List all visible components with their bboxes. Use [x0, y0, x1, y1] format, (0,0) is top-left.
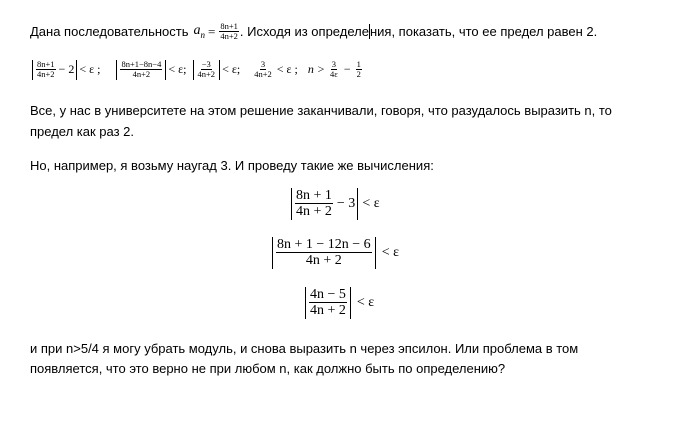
- equation-3-abs: [305, 287, 351, 319]
- chain-relation-1: < ε ;: [79, 62, 101, 77]
- paragraph-1-line-2: предел как раз 2.: [30, 124, 135, 139]
- chain-relation-2: < ε: [168, 62, 184, 77]
- equation-2-fraction: $\frac{8n + 1 - 12n - 6}{4n + 2}$: [277, 237, 371, 269]
- equation-2-relation: < ε: [381, 244, 399, 260]
- chain-minus-5: −: [343, 62, 351, 77]
- equation-1-relation: < ε: [362, 195, 380, 211]
- fraction-denominator: 4n+2: [220, 31, 238, 42]
- abs-expression-1: $\frac{8n+1}{4n+2}$ − 2: [32, 60, 77, 80]
- fraction-numerator: 8n+1: [220, 21, 238, 31]
- intro-line: [30, 22, 597, 42]
- equation-3: [303, 287, 374, 319]
- equation-3-fraction: $\frac{4n - 5}{4n + 2}$: [310, 287, 346, 319]
- chain-fraction-5a: $\frac{3}{4\varepsilon}$: [330, 59, 338, 80]
- intro-text-after-1: . Исходя из определе: [239, 24, 369, 40]
- paragraph-1-line-1: Все, у нас в университете на этом решение заканчивали, говоря, что разудалось выразить n, то: [30, 103, 612, 118]
- paragraph-3-line-1: и при n>5/4 я могу убрать модуль, и снова выразить n через эпсилон. Или проблема в том: [30, 341, 579, 356]
- equation-3-relation: < ε: [356, 294, 375, 310]
- chain-relation-4: < ε ;: [276, 62, 298, 77]
- equation-2: [270, 237, 399, 269]
- equation-2-abs: [272, 237, 376, 269]
- equation-1-abs: $\frac{8n + 1}{4n + 2}$ − 3: [291, 188, 358, 220]
- paragraph-3-line-2: появляется, что это верно не при любом n, как должно быть по определению?: [30, 361, 506, 376]
- intro-text-before: Дана последовательность: [30, 24, 189, 40]
- chain-fraction-3: $\frac{-3}{4n+2}$: [197, 59, 216, 80]
- sequence-fraction: [219, 22, 239, 42]
- paragraph-2: Но, например, я возьму наугад 3. И проведу такие же вычисления:: [30, 158, 434, 173]
- chain-n-greater: n >: [307, 62, 325, 77]
- abs-expression-2: [116, 60, 166, 80]
- abs-expression-3: [193, 60, 221, 80]
- chain-fraction-2: $\frac{8n+1-8n-4}{4n+2}$: [121, 59, 162, 80]
- chain-fraction-5b: $\frac{1}{2}$: [356, 59, 361, 80]
- chain-separator-2: ;: [183, 62, 187, 77]
- equation-1: [289, 188, 380, 220]
- chain-fraction-4: $\frac{3}{4n+2}$: [254, 59, 272, 80]
- intro-text-after-2: ния, показать, что ее предел равен 2.: [369, 24, 598, 40]
- chain-fraction-1: $\frac{8n+1}{4n+2}$: [37, 59, 55, 80]
- sequence-term: $a_n$: [193, 23, 205, 41]
- chain-relation-3: < ε;: [222, 62, 241, 77]
- derivation-chain: [30, 60, 363, 80]
- equation-1-fraction: $\frac{8n + 1}{4n + 2}$: [296, 188, 332, 220]
- equals-sign: =: [207, 23, 216, 39]
